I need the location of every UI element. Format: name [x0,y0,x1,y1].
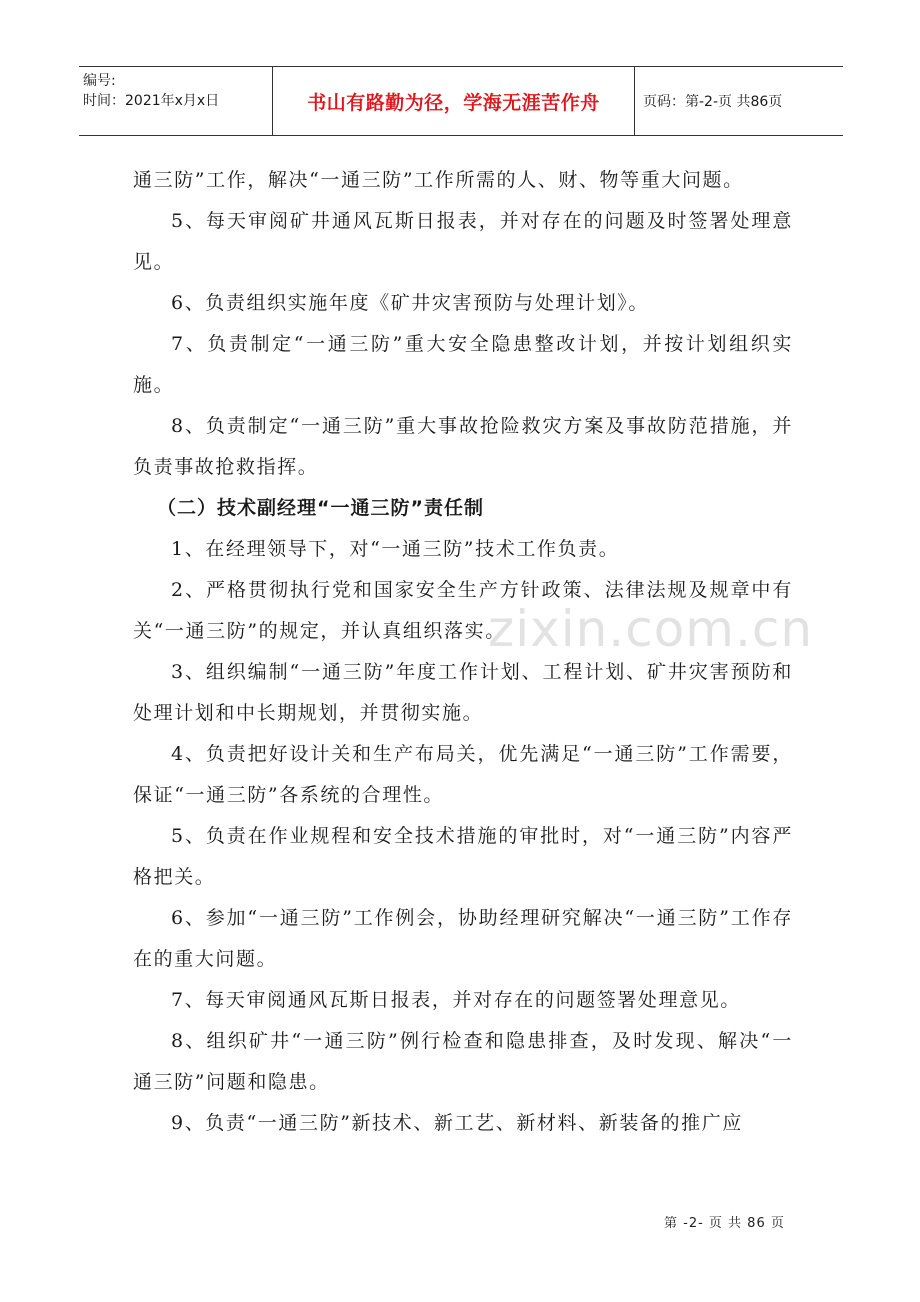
section-heading: （二）技术副经理“一通三防”责任制 [157,497,484,519]
document-number-label: 编号: [83,73,116,89]
paragraph: 8、负责制定“一通三防”重大事故抢险救灾方案及事故防范措施，并负责事故抢救指挥。 [133,415,793,478]
paragraph: 通三防”工作，解决“一通三防”工作所需的人、财、物等重大问题。 [133,169,744,191]
header-meta [79,67,273,135]
paragraph: 7、每天审阅通风瓦斯日报表，并对存在的问题签署处理意见。 [171,989,741,1011]
header-page-info: 页码：第-2-页 共86页 [643,94,783,110]
page-footer: 第 -2- 页 共 86 页 [664,1216,785,1231]
paragraph: 6、负责组织实施年度《矿井灾害预防与处理计划》。 [171,292,649,314]
paragraph: 5、负责在作业规程和安全技术措施的审批时，对“一通三防”内容严格把关。 [133,825,793,888]
paragraph: 2、严格贯彻执行党和国家安全生产方针政策、法律法规及规章中有关“一通三防”的规定，并认真组织落实。 [133,579,793,642]
paragraph: 8、组织矿井“一通三防”例行检查和隐患排查，及时发现、解决“一通三防”问题和隐患。 [133,1030,793,1093]
paragraph: 7、负责制定“一通三防”重大安全隐患整改计划，并按计划组织实施。 [133,333,793,396]
paragraph: 3、组织编制“一通三防”年度工作计划、工程计划、矿井灾害预防和处理计划和中长期规划，并贯彻实施。 [133,661,793,724]
paragraph: 6、参加“一通三防”工作例会，协助经理研究解决“一通三防”工作存在的重大问题。 [133,907,793,970]
page-header [79,66,843,136]
watermark: zixin.com.cn [488,600,814,658]
paragraph: 1、在经理领导下，对“一通三防”技术工作负责。 [171,538,620,560]
document-body [133,160,793,1144]
paragraph: 4、负责把好设计关和生产布局关，优先满足“一通三防”工作需要，保证“一通三防”各系统的合理性。 [133,743,793,806]
paragraph: 5、每天审阅矿井通风瓦斯日报表，并对存在的问题及时签署处理意见。 [133,210,793,273]
paragraph: 9、负责“一通三防”新技术、新工艺、新材料、新装备的推广应 [171,1112,743,1134]
document-time-label: 时间：2021年x月x日 [83,93,220,109]
header-motto: 书山有路勤为径，学海无涯苦作舟 [273,67,635,135]
